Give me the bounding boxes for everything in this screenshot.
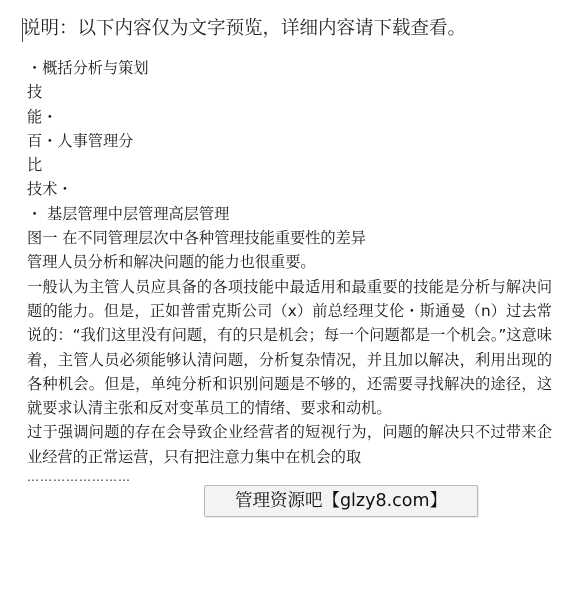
ellipsis: ……………………: [27, 470, 131, 485]
text-line: 技术・: [27, 180, 73, 199]
preview-notice: 说明：以下内容仅为文字预览，详细内容请下载查看。: [22, 18, 467, 39]
text-line: 能・: [27, 107, 58, 126]
watermark-banner: 管理资源吧【glzy8.com】: [204, 485, 478, 517]
figure-caption: 图一 在不同管理层次中各种管理技能重要性的差异: [27, 229, 366, 248]
text-line: 技: [27, 83, 43, 102]
text-line: 百・人事管理分: [27, 131, 134, 150]
body-paragraph: 一般认为主管人员应具备的各项技能中最适用和最重要的技能是分析与解决问题的能力。但是，正如普雷克斯公司（x）前总经理艾伦・斯通曼（n）过去常说的：“我们这里没有问题，有的只是机会；每一个问题都是一个机会。”这意味着，主管人员必须能够认清问题，分析复杂情况，并且加以解决，利用出现的各种机会。但是，单纯分析和识别问题是不够的，还需要寻找解决的途径，这就要求认清主张和反对变革员工的情绪、要求和动机。: [27, 277, 552, 418]
body-paragraph-truncated: 过于强调问题的存在会导致企业经营者的短视行为，问题的解决只不过带来企业经营的正常运营，只有把注意力集中在机会的取: [27, 423, 552, 466]
text-line: 管理人员分析和解决问题的能力也很重要。: [27, 253, 316, 272]
document-body: [27, 56, 552, 483]
text-line: ・概括分析与策划: [27, 59, 149, 77]
text-line: 比: [27, 156, 43, 175]
text-line: ・ 基层管理中层管理高层管理: [27, 204, 230, 223]
